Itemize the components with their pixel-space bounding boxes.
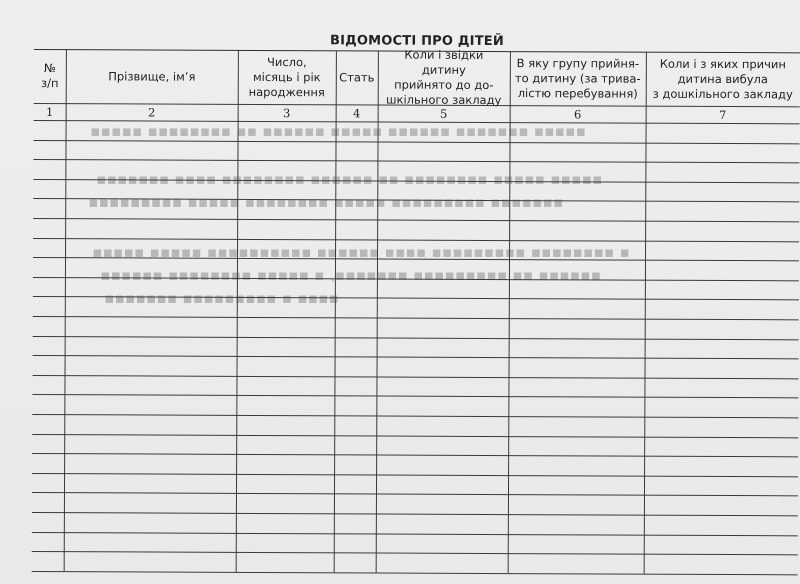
column-number: 4	[352, 106, 361, 121]
column-header: № з/п	[40, 61, 59, 91]
column-header: Коли і з яких причин дитина вибула з дошкільного закладу	[652, 56, 793, 101]
show-through-text: ▪ ▪▪▪▪▪▪▪▪ ▪▪▪▪▪▪▪▪▪ ▪▪▪▪ ▪▪▪▪▪▪ ▪▪▪▪▪▪▪▪▪▪ ▪▪▪▪▪ ▪▪▪▪▪	[92, 243, 630, 261]
show-through-text: ▪▪▪▪ ▪ ▪▪▪▪▪▪▪▪▪ ▪▪▪▪▪▪▪	[104, 289, 339, 307]
column-number: 1	[45, 105, 54, 120]
column-number: 5	[439, 106, 448, 121]
column-number: 7	[718, 107, 727, 123]
column-number: 3	[282, 106, 291, 121]
show-through-text: ▪▪▪▪▪ ▪▪▪▪▪▪▪ ▪▪▪▪▪▪ ▪▪▪▪▪ ▪▪▪▪▪▪ ▪▪ ▪▪▪▪▪▪▪▪ ▪▪▪▪▪	[90, 122, 586, 140]
show-through-text: ▪▪▪▪▪ ▪▪▪▪▪ ▪▪▪▪▪▪▪▪ ▪▪ ▪▪▪▪▪▪ ▪▪▪▪▪▪▪▪ ▪▪▪▪ ▪▪▪▪▪▪▪	[96, 170, 603, 188]
column-header: Прізвище, ім’я	[108, 68, 196, 84]
column-header: В яку групу прийня- то дитину (за трива- лістю перебування)	[514, 55, 641, 101]
table-row	[32, 551, 798, 574]
column-header: Число, місяць і рік народження	[248, 54, 325, 99]
table-title: ВІДОМОСТІ ПРО ДІТЕЙ	[329, 33, 504, 50]
column-header: Коли і звідки дитину прийнято до до- шкільного закладу	[386, 47, 502, 108]
column-number: 6	[573, 107, 582, 122]
children-info-table	[32, 32, 800, 583]
column-number: 2	[147, 105, 156, 120]
show-through-text: ▪▪▪▪▪▪ ▪▪ ▪▪▪▪▪▪▪▪▪ ▪▪▪▪▪▪▪, ▪ ▪▪▪▪▪ ▪▪▪▪▪▪▪▪ ▪▪▪▪▪▪	[100, 266, 602, 284]
column-header: Стать	[339, 69, 375, 84]
show-through-text: ▪▪▪▪▪▪▪ ▪▪▪▪▪▪▪▪▪ ▪▪▪▪▪ ▪▪▪▪▪▪▪▪ ▪▪▪▪▪ ▪▪▪▪▪▪▪▪▪	[88, 193, 564, 211]
